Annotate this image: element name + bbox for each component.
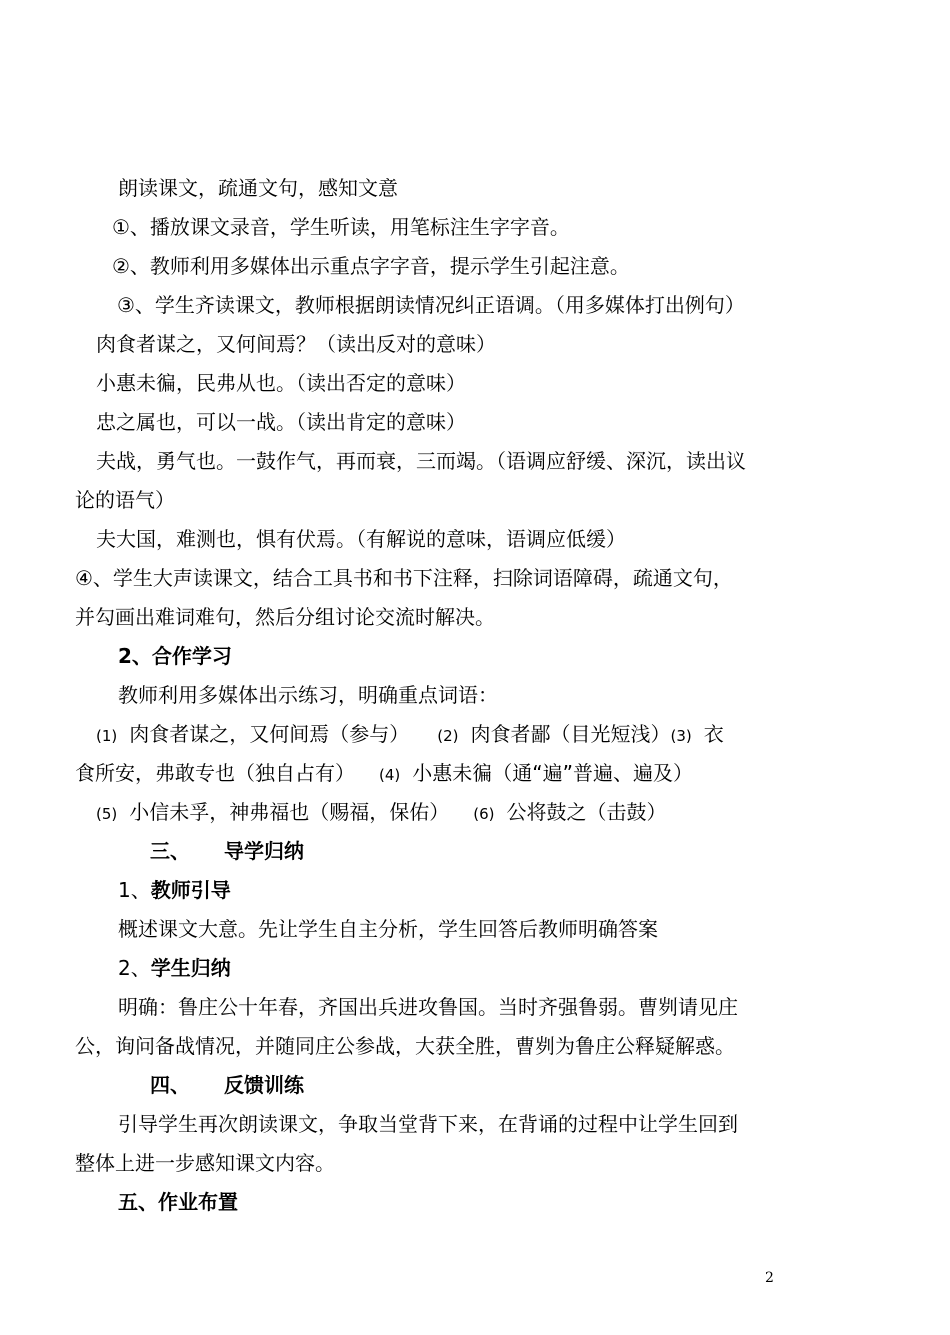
subheading-label: 2、	[118, 956, 151, 980]
guide-text: 概述课文大意。先让学生自主分析，学生回答后教师明确答案	[118, 917, 658, 941]
section-heading-4	[150, 1072, 304, 1098]
subheading-label: 1、	[118, 878, 151, 902]
section-heading-cooperative: 2、合作学习	[118, 644, 232, 668]
item-text: 衣	[703, 722, 724, 746]
example-sentence-3: 忠之属也，可以一战。（读出肯定的意味）	[96, 410, 466, 434]
item-text: 肉食者谋之，又何间焉（参与）	[129, 722, 410, 746]
item-number: (3)	[670, 727, 692, 745]
example-sentence-5: 夫大国，难测也，惧有伏焉。（有解说的意味，语调应低缓）	[96, 527, 626, 551]
section-heading-3	[150, 838, 304, 864]
exercise-intro: 教师利用多媒体出示练习，明确重点词语：	[118, 683, 498, 707]
example-sentence-4: 夫战，勇气也。一鼓作气，再而衰，三而竭。（语调应舒缓、深沉，读出议	[96, 449, 746, 473]
para-step-4: ④、学生大声读课文，结合工具书和书下注释，扫除词语障碍，疏通文句，	[75, 566, 733, 590]
page-number: 2	[765, 1270, 774, 1286]
section-number: 四、	[150, 1073, 190, 1097]
para-reading-heading: 朗读课文，疏通文句，感知文意	[118, 176, 398, 200]
section-heading-5: 五、作业布置	[118, 1190, 238, 1214]
item-number: (2)	[437, 727, 459, 745]
example-sentence-1: 肉食者谋之，又何间焉？（读出反对的意味）	[96, 332, 496, 356]
item-text: 食所安，弗敢专也（独自占有）	[75, 761, 355, 785]
item-text: 小信未孚，神弗福也（赐福，保佑）	[129, 800, 450, 824]
subheading-teacher-guide	[118, 877, 231, 903]
feedback-line-1: 引导学生再次朗读课文，争取当堂背下来，在背诵的过程中让学生回到	[118, 1112, 738, 1136]
item-text: 肉食者鄙（目光短浅）	[470, 722, 671, 746]
para-step-1: ①、播放课文录音，学生听读，用笔标注生字字音。	[112, 215, 570, 239]
summary-line-1: 明确：鲁庄公十年春，齐国出兵进攻鲁国。当时齐强鲁弱。曹刿请见庄	[118, 995, 738, 1019]
example-sentence-2: 小惠未徧，民弗从也。（读出否定的意味）	[96, 371, 466, 395]
item-number: (1)	[96, 727, 118, 745]
item-text: 小惠未徧（通“遍”普遍、遍及）	[412, 761, 693, 785]
item-text: 公将鼓之（击鼓）	[506, 800, 667, 824]
example-sentence-4-cont: 论的语气）	[75, 488, 175, 512]
subheading-title: 学生归纳	[150, 956, 231, 980]
para-step-3: ③、学生齐读课文，教师根据朗读情况纠正语调。（用多媒体打出例句）	[117, 293, 745, 317]
summary-line-2: 公，询问备战情况，并随同庄公参战，大获全胜，曹刿为鲁庄公释疑解惑。	[75, 1034, 735, 1058]
subheading-title: 教师引导	[150, 878, 231, 902]
item-number: (5)	[96, 805, 118, 823]
para-step-4-cont: 并勾画出难词难句，然后分组讨论交流时解决。	[75, 605, 495, 629]
section-number: 三、	[150, 839, 190, 863]
item-number: (6)	[473, 805, 495, 823]
section-title: 反馈训练	[224, 1073, 304, 1097]
exercise-line-3	[96, 799, 667, 827]
section-title: 导学归纳	[224, 839, 304, 863]
para-step-2: ②、教师利用多媒体出示重点字字音，提示学生引起注意。	[112, 254, 630, 278]
exercise-line-2	[75, 760, 693, 788]
subheading-student-summary	[118, 955, 231, 981]
feedback-line-2: 整体上进一步感知课文内容。	[75, 1151, 335, 1175]
exercise-line-1	[96, 721, 724, 749]
item-number: (4)	[379, 766, 401, 784]
